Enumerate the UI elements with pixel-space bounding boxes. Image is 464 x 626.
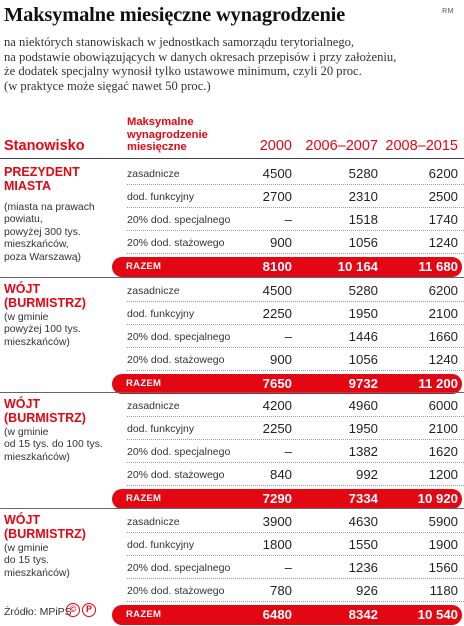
table-row [127,579,464,602]
position-description-line: powiatu, [4,214,43,226]
value-2006-2007: 1056 [348,352,378,367]
table-row [127,463,464,486]
value-2006-2007: 1550 [348,537,378,552]
total-row [112,374,462,394]
column-header-salary [127,116,208,154]
value-2006-2007: 1382 [348,444,378,459]
row-label: 20% dod. specjalnego [127,562,231,574]
lead-line: na podstawie obowiązujących w danych okresach przepisów i przy założeniu, [4,49,397,64]
position-name-line: WÓJT [4,513,41,527]
table-row [127,533,464,556]
position-description-line: poza Warszawą) [4,251,81,263]
position-description-line: mieszkańców) [4,451,70,463]
table-row [127,231,464,254]
value-2006-2007: 1950 [348,306,378,321]
position-description [4,543,70,580]
value-2000: 2700 [262,189,292,204]
value-2008-2015: 5900 [428,514,458,529]
lead-line: (w praktyce może sięgać nawet 50 proc.) [4,78,211,93]
column-header-salary-line: Maksymalne [127,116,194,128]
row-label: 20% dod. stażowego [127,469,225,481]
total-2000: 7290 [262,491,292,506]
position-description-line: (w gminie [4,312,49,323]
position-description [4,427,103,464]
value-2008-2015: 1560 [428,560,458,575]
value-2006-2007: 4630 [348,514,378,529]
total-2006-2007: 8342 [348,607,378,622]
row-dotted-divider [127,253,464,254]
source-note: Źródło: MPiPS [4,606,72,618]
position-description [4,202,95,264]
value-2008-2015: 1900 [428,537,458,552]
total-label: RAZEM [126,493,162,504]
position-description-line: powyżej 300 tys. [4,226,81,238]
row-label: zasadnicze [127,400,180,412]
table-row [127,185,464,208]
value-2006-2007: 1446 [348,329,378,344]
row-dotted-divider [127,370,464,371]
value-2000: – [284,329,292,344]
total-label: RAZEM [126,609,162,620]
position-description-line: (w gminie [4,543,49,554]
value-2000: 2250 [262,306,292,321]
value-2008-2015: 1240 [428,352,458,367]
column-header-year-2008-2015: 2008–2015 [385,138,458,154]
position-name-line: WÓJT [4,397,41,411]
value-2000: – [284,444,292,459]
total-row [112,605,462,625]
total-2000: 6480 [262,607,292,622]
position-description-line: mieszkańców, [4,239,69,251]
position-description-line: mieszkańców) [4,336,70,348]
row-label: 20% dod. specjalnego [127,446,231,458]
position-name [4,282,86,310]
table-row [127,162,464,185]
row-label: 20% dod. specjalnego [127,214,231,226]
value-2008-2015: 1740 [428,212,458,227]
value-2008-2015: 6200 [428,166,458,181]
row-dotted-divider [127,485,464,486]
table-row [127,325,464,348]
row-label: dod. funkcyjny [127,308,195,320]
table-header [0,114,464,160]
column-header-position: Stanowisko [4,138,85,154]
value-2008-2015: 2100 [428,421,458,436]
total-2008-2015: 10 920 [417,491,458,506]
row-label: dod. funkcyjny [127,539,195,551]
value-2000: 780 [269,583,292,598]
value-2008-2015: 1660 [428,329,458,344]
column-header-year-2006-2007: 2006–2007 [305,138,378,154]
row-label: dod. funkcyjny [127,191,195,203]
row-dotted-divider [127,601,464,602]
value-2000: 4500 [262,166,292,181]
value-2006-2007: 4960 [348,398,378,413]
row-label: zasadnicze [127,516,180,528]
value-2000: 3900 [262,514,292,529]
column-header-salary-line: wynagrodzenie [127,128,208,141]
table-row [127,556,464,579]
table-row [127,417,464,440]
position-name [4,397,86,425]
table-row [127,208,464,231]
group-divider [0,277,464,278]
total-2008-2015: 11 680 [418,259,458,274]
total-label: RAZEM [126,378,162,389]
value-2008-2015: 2100 [428,306,458,321]
value-2000: 900 [269,235,292,250]
position-name-line: (BURMISTRZ) [4,296,86,310]
row-label: zasadnicze [127,285,180,297]
value-2000: 2250 [262,421,292,436]
total-2000: 8100 [262,259,292,274]
position-description-line: mieszkańców) [4,567,70,579]
group-divider [0,508,464,509]
page-title: Maksymalne miesięczne wynagrodzenie [4,4,346,26]
value-2000: – [284,560,292,575]
table-row [127,302,464,325]
value-2006-2007: 926 [355,583,378,598]
value-2008-2015: 1620 [428,444,458,459]
row-label: 20% dod. stażowego [127,354,225,366]
rm-badge: RM [442,8,454,15]
row-label: dod. funkcyjny [127,423,195,435]
p-logo-icon: P [82,603,96,617]
total-row [112,489,462,509]
value-2000: 900 [269,352,292,367]
position-name-line: (BURMISTRZ) [4,527,86,541]
column-header-salary-line: miesięczne [127,141,187,153]
row-label: 20% dod. stażowego [127,237,225,249]
table-row [127,394,464,417]
position-name-line: (BURMISTRZ) [4,411,86,425]
group-divider [0,392,464,393]
row-label: 20% dod. specjalnego [127,331,231,343]
position-description-line: do 15 tys. [4,555,50,567]
value-2008-2015: 1200 [428,467,458,482]
value-2008-2015: 6200 [428,283,458,298]
lead-line: na niektórych stanowiskach w jednostkach samorządu terytorialnego, [4,35,355,49]
value-2000: 4200 [262,398,292,413]
position-description-line: (w gminie [4,427,49,438]
value-2006-2007: 5280 [348,283,378,298]
value-2006-2007: 2310 [348,189,378,204]
row-label: zasadnicze [127,168,180,180]
value-2000: 1800 [262,537,292,552]
table-row [127,279,464,302]
position-description-line: od 15 tys. do 100 tys. [4,439,103,451]
total-label: RAZEM [126,261,162,272]
value-2000: 4500 [262,283,292,298]
total-2006-2007: 9732 [348,376,378,391]
value-2006-2007: 1518 [348,212,378,227]
table-row [127,440,464,463]
value-2000: 840 [269,467,292,482]
total-row [112,257,462,277]
value-2006-2007: 1236 [348,560,378,575]
lead-text [4,35,450,93]
value-2006-2007: 1950 [348,421,378,436]
total-2008-2015: 10 540 [417,607,458,622]
lead-line: że dodatek specjalny wynosił tylko ustawowe minimum, czyli 20 proc. [4,64,362,79]
position-description [4,312,81,349]
value-2008-2015: 2500 [428,189,458,204]
value-2008-2015: 1240 [428,235,458,250]
value-2008-2015: 6000 [428,398,458,413]
value-2006-2007: 5280 [348,166,378,181]
position-name-line: MIASTA [4,179,51,193]
column-header-year-2000: 2000 [259,138,292,154]
table-row [127,510,464,533]
position-name [4,165,80,193]
header-divider [0,158,464,159]
row-label: 20% dod. stażowego [127,585,225,597]
value-2008-2015: 1180 [429,583,458,598]
copyright-logo-icon: © [66,603,80,617]
total-2006-2007: 10 164 [337,259,378,274]
value-2006-2007: 992 [355,467,378,482]
total-2008-2015: 11 200 [418,376,458,391]
position-description-line: powyżej 100 tys. [4,324,81,336]
table-row [127,348,464,371]
total-2000: 7650 [262,376,292,391]
position-name-line: PREZYDENT [4,165,80,179]
position-name [4,513,86,541]
position-name-line: WÓJT [4,282,41,296]
position-description-line: (miasta na prawach [4,202,95,213]
value-2006-2007: 1056 [348,235,378,250]
total-2006-2007: 7334 [348,491,378,506]
value-2000: – [284,212,292,227]
